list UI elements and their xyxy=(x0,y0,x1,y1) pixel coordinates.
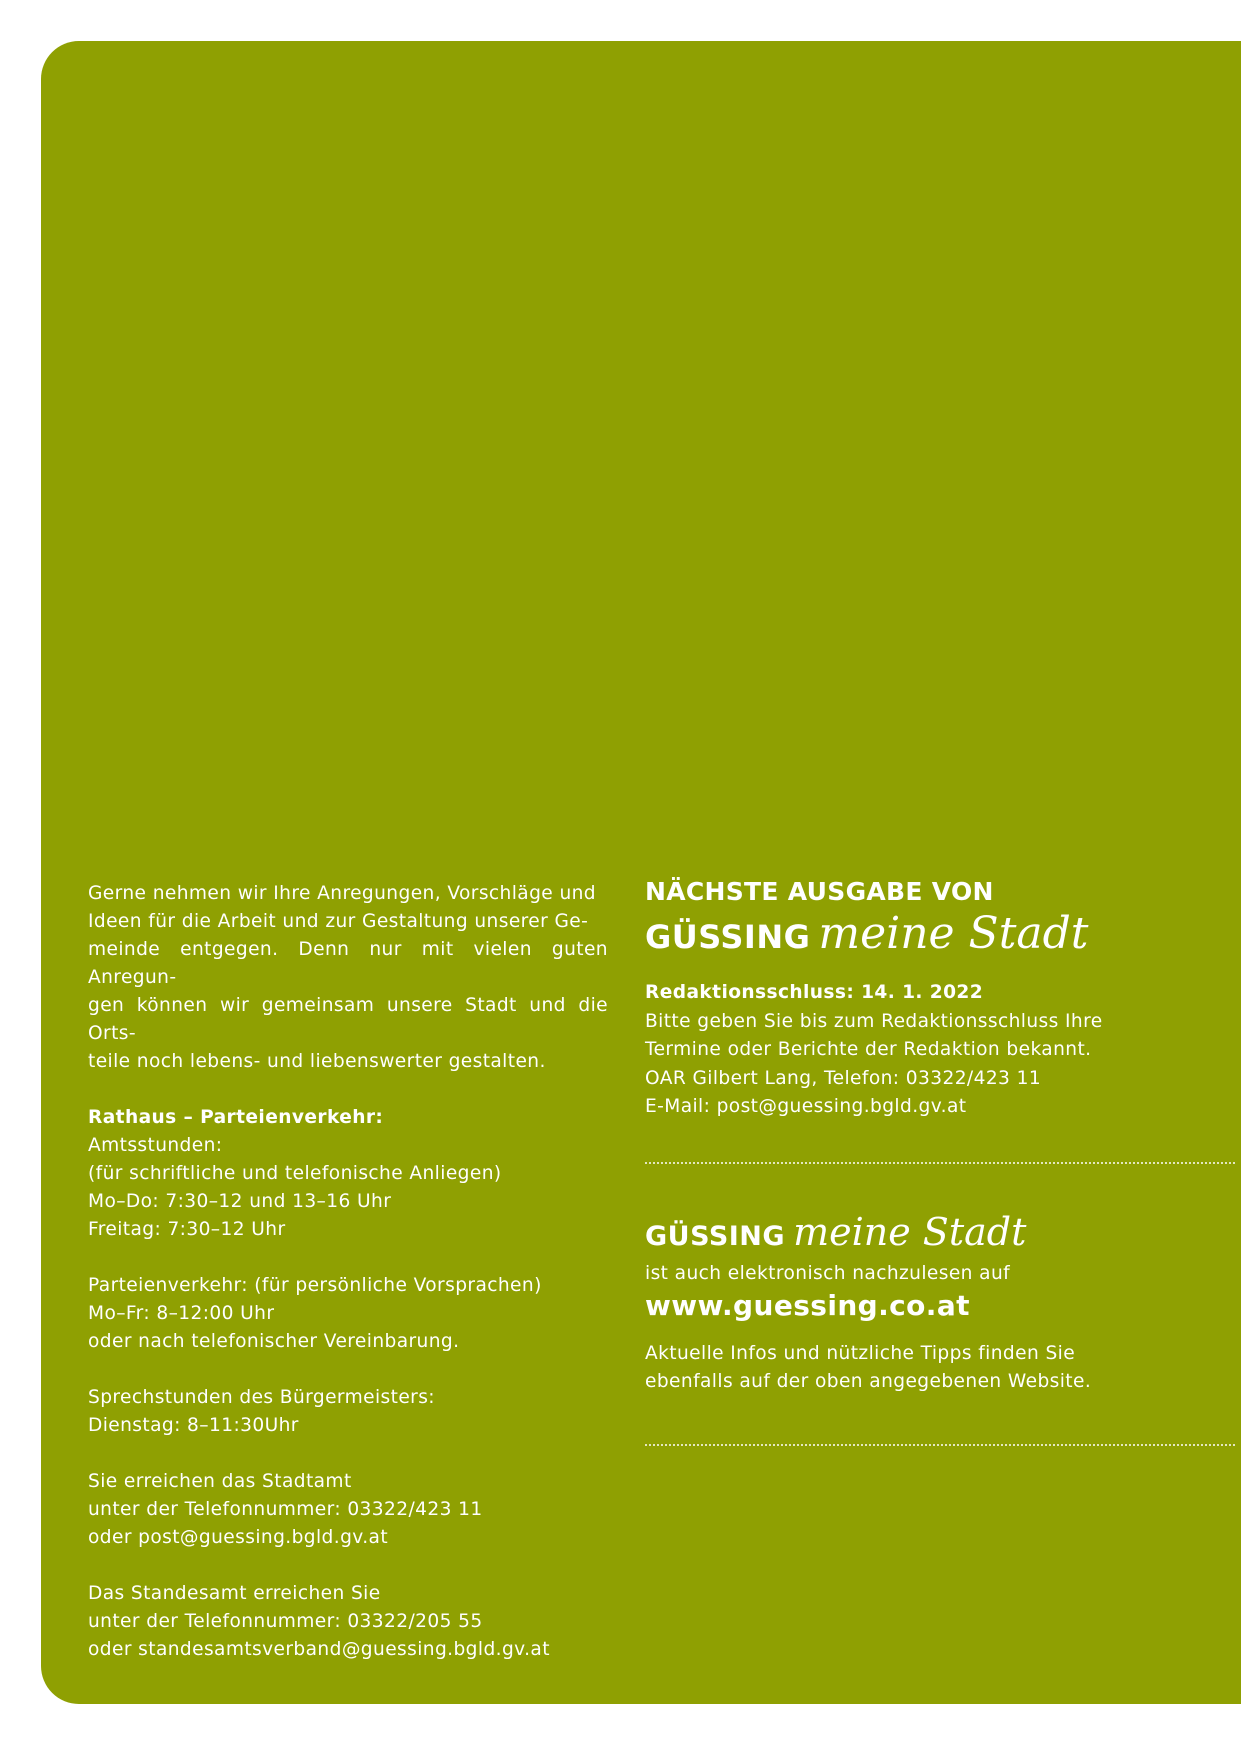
online-line: ebenfalls auf der oben angegebenen Website. xyxy=(645,1371,1092,1392)
intro-line: Gerne nehmen wir Ihre Anregungen, Vorschläge und xyxy=(88,883,597,904)
deadline-line: OAR Gilbert Lang, Telefon: 03322/423 11 xyxy=(645,1067,1042,1089)
deadline-line: Termine oder Berichte der Redaktion bekannt. xyxy=(645,1039,1092,1060)
stadtamt-block xyxy=(88,1468,608,1552)
parteien-line: Mo–Fr: 8–12:00 Uhr xyxy=(88,1303,275,1324)
standesamt-block xyxy=(88,1580,608,1664)
intro-line: teile noch lebens- und liebenswerter gestalten. xyxy=(88,1051,546,1072)
rathaus-line: (für schriftliche und telefonische Anliegen) xyxy=(88,1163,502,1184)
parteienverkehr-block xyxy=(88,1272,608,1356)
rathaus-line: Mo–Do: 7:30–12 und 13–16 Uhr xyxy=(88,1191,392,1212)
sprechstunden-line: Dienstag: 8–11:30Uhr xyxy=(88,1415,299,1436)
intro-line: Ideen für die Arbeit und zur Gestaltung unserer Ge- xyxy=(88,911,589,932)
sprechstunden-block xyxy=(88,1384,608,1440)
rathaus-line: Amtsstunden: xyxy=(88,1135,223,1156)
standesamt-line: unter der Telefonnummer: 03322/205 55 xyxy=(88,1611,483,1632)
dotted-divider xyxy=(645,1162,1235,1164)
contact-info-column xyxy=(88,880,608,1692)
rathaus-title: Rathaus – Parteienverkehr: xyxy=(88,1107,384,1128)
online-section xyxy=(645,1210,1235,1396)
deadline-label: Redaktionsschluss: 14. 1. 2022 xyxy=(645,982,984,1003)
brand-wordmark: GÜSSING xyxy=(645,918,811,956)
deadline-info xyxy=(645,979,1235,1122)
online-intro: ist auch elektronisch nachzulesen auf xyxy=(645,1263,1011,1284)
intro-line: gen können wir gemeinsam unsere Stadt und die Orts- xyxy=(88,995,608,1044)
intro-paragraph xyxy=(88,880,608,1076)
standesamt-line: oder standesamtsverband@guessing.bgld.gv.at xyxy=(88,1639,550,1660)
next-issue-section xyxy=(645,876,1235,1122)
dotted-divider xyxy=(645,1444,1235,1446)
next-issue-heading: NÄCHSTE AUSGABE VON xyxy=(645,877,994,906)
rathaus-line: Freitag: 7:30–12 Uhr xyxy=(88,1219,286,1240)
brand-script-text: meine Stadt xyxy=(818,908,1089,959)
brand-logo xyxy=(645,908,1235,959)
stadtamt-line: Sie erreichen das Stadtamt xyxy=(88,1471,352,1492)
stadtamt-line: unter der Telefonnummer: 03322/423 11 xyxy=(88,1499,483,1520)
online-line: Aktuelle Infos und nützliche Tipps finden Sie xyxy=(645,1343,1076,1364)
brand-wordmark: GÜSSING xyxy=(645,1221,786,1252)
parteien-line: oder nach telefonischer Vereinbarung. xyxy=(88,1331,460,1352)
online-info xyxy=(645,1340,1235,1396)
website-link[interactable]: www.guessing.co.at xyxy=(645,1289,970,1322)
deadline-line: E-Mail: post@guessing.bgld.gv.at xyxy=(645,1096,967,1117)
intro-line: meinde entgegen. Denn nur mit vielen guten Anregun- xyxy=(88,939,608,988)
brand-script-text: meine Stadt xyxy=(793,1210,1027,1254)
standesamt-line: Das Standesamt erreichen Sie xyxy=(88,1583,381,1604)
parteien-line: Parteienverkehr: (für persönliche Vorsprachen) xyxy=(88,1275,542,1296)
brand-logo xyxy=(645,1210,1235,1254)
rathaus-hours xyxy=(88,1104,608,1244)
stadtamt-line: oder post@guessing.bgld.gv.at xyxy=(88,1527,389,1548)
deadline-line: Bitte geben Sie bis zum Redaktionsschluss Ihre xyxy=(645,1010,1103,1032)
sprechstunden-line: Sprechstunden des Bürgermeisters: xyxy=(88,1387,435,1408)
